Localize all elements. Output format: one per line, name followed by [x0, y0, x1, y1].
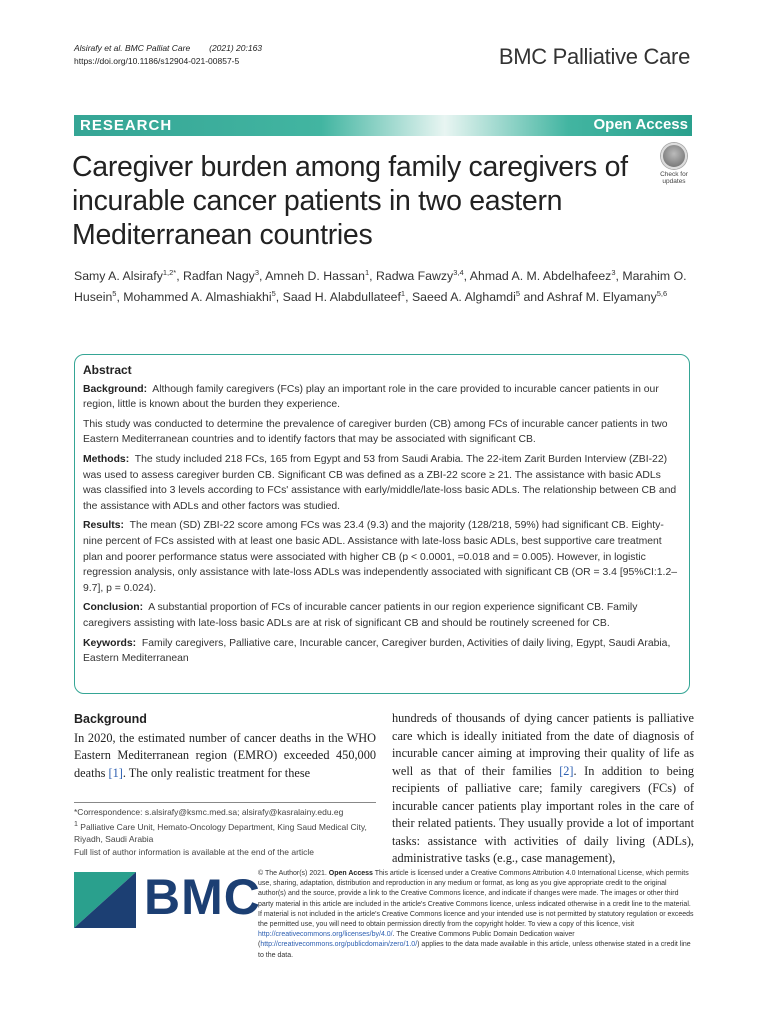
author-affiliation-sup: 3	[611, 268, 616, 277]
section-heading-background: Background	[74, 712, 147, 726]
abstract-results: Results: The mean (SD) ZBI-22 score among FCs was 23.4 (9.3) and the majority (128/218, 59%) had significant CB. Eighty-nine percent of FCs assisted with at least one basic ADL. Assistance with late-loss basic ADLs, best supportive care treatment plan and poorer performance status were associated with higher CB (p < 0.0001, =0.018 and = 0.005). However, in logistic regression analysis, only assistance with late-loss ADLs was independently associated with significant CB (OR = 3.4 [95%CI:1.2–9.7], p = 0.024).	[83, 520, 678, 594]
author-list: Samy A. Alsirafy$^{1,2*}$, Radfan Nagy$^3$, Amneh D. Hassan$^1$, Radwa Fawzy$^{3,4}$, Ahmad A. M. Abdelhafeez$^3$, Marahim O. Husein$^5$, Mohammed A. Almashiakhi$^5$, Saad H. Alabdullateef$^1$, Saeed A. Alghamdi$^5$ and Ashraf M. Elyamany$^{5,6}$	[74, 268, 687, 305]
open-access-label: Open Access	[593, 116, 688, 133]
citation-year: (2021) 20:163	[209, 43, 263, 53]
author-affiliation-sup: 5,6	[656, 289, 668, 299]
abstract-aim: This study was conducted to determine the prevalence of caregiver burden (CB) among FCs of incurable cancer patients in two Eastern Mediterranean countries and to identify factors that may be associated with significant CB.	[83, 418, 668, 446]
author-affiliation-sup: 5	[271, 289, 276, 299]
author-affiliation-sup: 1	[364, 268, 370, 277]
author-name[interactable]: Ahmad A. M. Abdelhafeez	[469, 269, 612, 284]
author-affiliation-sup: 5	[515, 289, 521, 299]
article-title: Caregiver burden among family caregivers of incurable cancer patients in two eastern Mediterranean countries	[72, 151, 628, 251]
citation-authors: Alsirafy et al. BMC Palliat Care	[74, 43, 191, 53]
author-name[interactable]: Radwa Fawzy	[375, 269, 454, 284]
citation-block	[74, 42, 262, 68]
author-name[interactable]: Samy A. Alsirafy	[74, 269, 163, 284]
crossmark-label: Check for updates	[660, 171, 688, 185]
article-type-banner	[74, 115, 692, 136]
check-for-updates-button[interactable]	[654, 143, 694, 185]
body-column-left	[74, 711, 376, 782]
abstract-methods: Methods: The study included 218 FCs, 165 from Egypt and 53 from Saudi Arabia. The 22-item Zarit Burden Interview (ZBI-22) was used to assess caregiver burden CB. Significant CB was defined as a ZBI-22 score ≥ 21. The assistance with basic ADLs was classified into 3 levels according to FCs' assistance with early/middle/late-loss basic ADLs. The relationship between CB and the assistance with ADLs and other factors was studied.	[83, 453, 677, 512]
body-paragraph-left: In 2020, the estimated number of cancer deaths in the WHO Eastern Mediterranean region (EMRO) exceeded 450,000 deaths [1]. The only realistic treatment for these	[74, 730, 376, 780]
research-label: RESEARCH	[80, 117, 173, 134]
affiliation: $^1$ Palliative Care Unit, Hemato-Oncology Department, King Saud Medical City, Riyadh, Saudi Arabia	[74, 820, 367, 845]
author-affiliation-sup: 3,4	[453, 268, 464, 277]
abstract-conclusion: Conclusion: A substantial proportion of FCs of incurable cancer patients in our region experience significant CB. Family caregivers assisting with late-loss basic ADLs are at risk of significant CB and should be routinely screened for CB.	[83, 602, 638, 629]
author-affiliation-sup: 1	[400, 289, 406, 299]
abstract-box	[74, 354, 690, 694]
abstract-heading: Abstract	[83, 363, 132, 377]
bmc-logo-text: BMC	[144, 869, 261, 925]
journal-name: BMC Palliative Care	[498, 44, 690, 69]
license-link-zero[interactable]: http://creativecommons.org/publicdomain/zero/1.0/	[260, 941, 418, 949]
author-affiliation-sup: 5	[112, 289, 117, 299]
reference-link-2[interactable]: [2]	[559, 763, 574, 778]
bmc-logo	[74, 869, 261, 933]
author-name[interactable]: Mohammed A. Almashiakhi	[123, 290, 272, 305]
footnotes	[74, 802, 376, 858]
body-paragraph-right: hundreds of thousands of dying cancer patients is palliative care which is ideally initiated from the date of diagnosis of incurable cancer aiming at improving their quality of life as well as that of their families [2]. In addition to being recipients of palliative care; family caregivers (FCs) of incurable cancer patients play important roles in the care of their related patients. They usually provide a lot of important tasks: assistance with activities of daily living (ADLs), administrative tasks (e.g., case management),	[392, 711, 694, 865]
author-name[interactable]: Amneh D. Hassan	[265, 269, 365, 284]
body-column-right	[392, 710, 694, 868]
license-text: © The Author(s) 2021. Open Access This article is licensed under a Creative Commons Attribution 4.0 International License, which permits use, sharing, adaptation, distribution and reproduction in any medium or format, as long as you give appropriate credit to the original author(s) and the source, provide a link to the Creative Commons licence, and indicate if changes were made. The images or other third party material in this article are included in the article's Creative Commons licence, unless indicated otherwise in a credit line to the material. If material is not included in the article's Creative Commons licence and your intended use is not permitted by statutory regulation or exceeds the permitted use, you will need to obtain permission directly from the copyright holder. To view a copy of this licence, visit http://creativecommons.org/licenses/by/4.0/. The Creative Commons Public Domain Dedication waiver (http://creativecommons.org/publicdomain/zero/1.0/) applies to the data made available in this article, unless otherwise stated in a credit line to the data.	[258, 870, 694, 959]
license-link-by[interactable]: http://creativecommons.org/licenses/by/4.0/	[258, 931, 393, 939]
abstract-background: Background: Although family caregivers (FCs) play an important role in the care provided to incurable cancer patients in our region, little is known about the burden they experience.	[83, 383, 659, 411]
author-name[interactable]: Radfan Nagy	[183, 269, 255, 284]
author-name[interactable]: Saeed A. Alghamdi	[411, 290, 516, 305]
reference-link-1[interactable]: [1]	[108, 765, 123, 780]
author-name[interactable]: Marahim O. Husein	[74, 269, 687, 305]
author-name[interactable]: Saad H. Alabdullateef	[282, 290, 401, 305]
author-name[interactable]: Ashraf M. Elyamany	[546, 290, 657, 305]
author-info-note: Full list of author information is available at the end of the article	[74, 846, 315, 857]
bmc-logo-icon	[74, 872, 136, 928]
doi-link[interactable]: https://doi.org/10.1186/s12904-021-00857-5	[74, 56, 240, 66]
author-affiliation-sup: 1,2*	[162, 268, 177, 277]
abstract-keywords: Keywords: Family caregivers, Palliative care, Incurable cancer, Caregiver burden, Activities of daily living, Egypt, Saudi Arabia, Eastern Mediterranean	[83, 637, 671, 665]
author-affiliation-sup: 3	[254, 268, 259, 277]
correspondence: *Correspondence: s.alsirafy@ksmc.med.sa; alsirafy@kasralainy.edu.eg	[74, 807, 344, 817]
crossmark-icon	[661, 143, 687, 169]
